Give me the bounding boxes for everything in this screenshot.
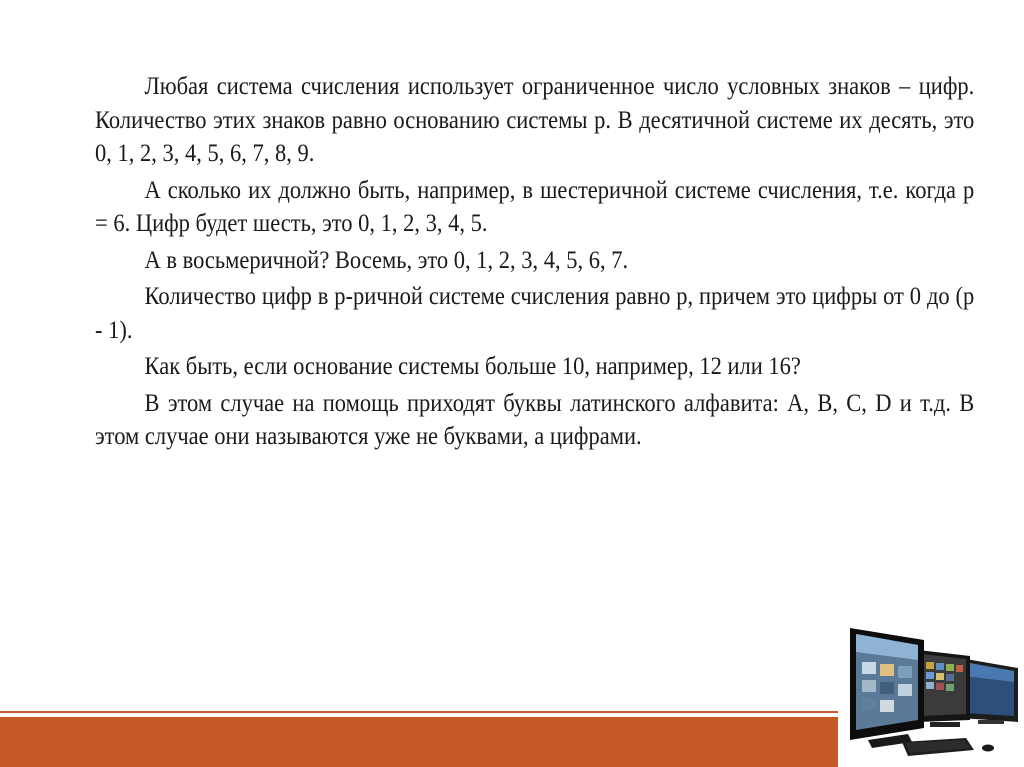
paragraph-6: В этом случае на помощь приходят буквы латинского алфавита: А, В, С, D и т.д. В этом случае они называются уже не буквами, а цифрами. xyxy=(95,389,975,450)
monitor-front xyxy=(850,628,924,748)
paragraph-2: А сколько их должно быть, например, в шестеричной системе счисления, т.е. когда р = 6. Цифр будет шесть, это 0, 1, 2, 3, 4, 5. xyxy=(95,176,975,237)
paragraph-1: Любая система счисления использует ограниченное число условных знаков – цифр. Количество этих знаков равно основанию системы р. В десятичной системе их десять, это 0, 1, 2, 3, 4, 5, 6, 7, 8, 9. xyxy=(95,73,975,167)
monitor-middle xyxy=(918,650,970,727)
paragraph-5: Как быть, если основание системы больше 10, например, 12 или 16? xyxy=(144,353,801,380)
paragraph-4: Количество цифр в р-ричной системе счисления равно р, причем это цифры от 0 до (р - 1). xyxy=(95,283,975,344)
keyboard xyxy=(902,738,974,756)
mouse xyxy=(982,745,994,752)
slide-text-body xyxy=(95,70,974,457)
computers-illustration xyxy=(838,610,1024,767)
paragraph-3: А в восьмеричной? Восемь, это 0, 1, 2, 3, 4, 5, 6, 7. xyxy=(144,246,629,274)
